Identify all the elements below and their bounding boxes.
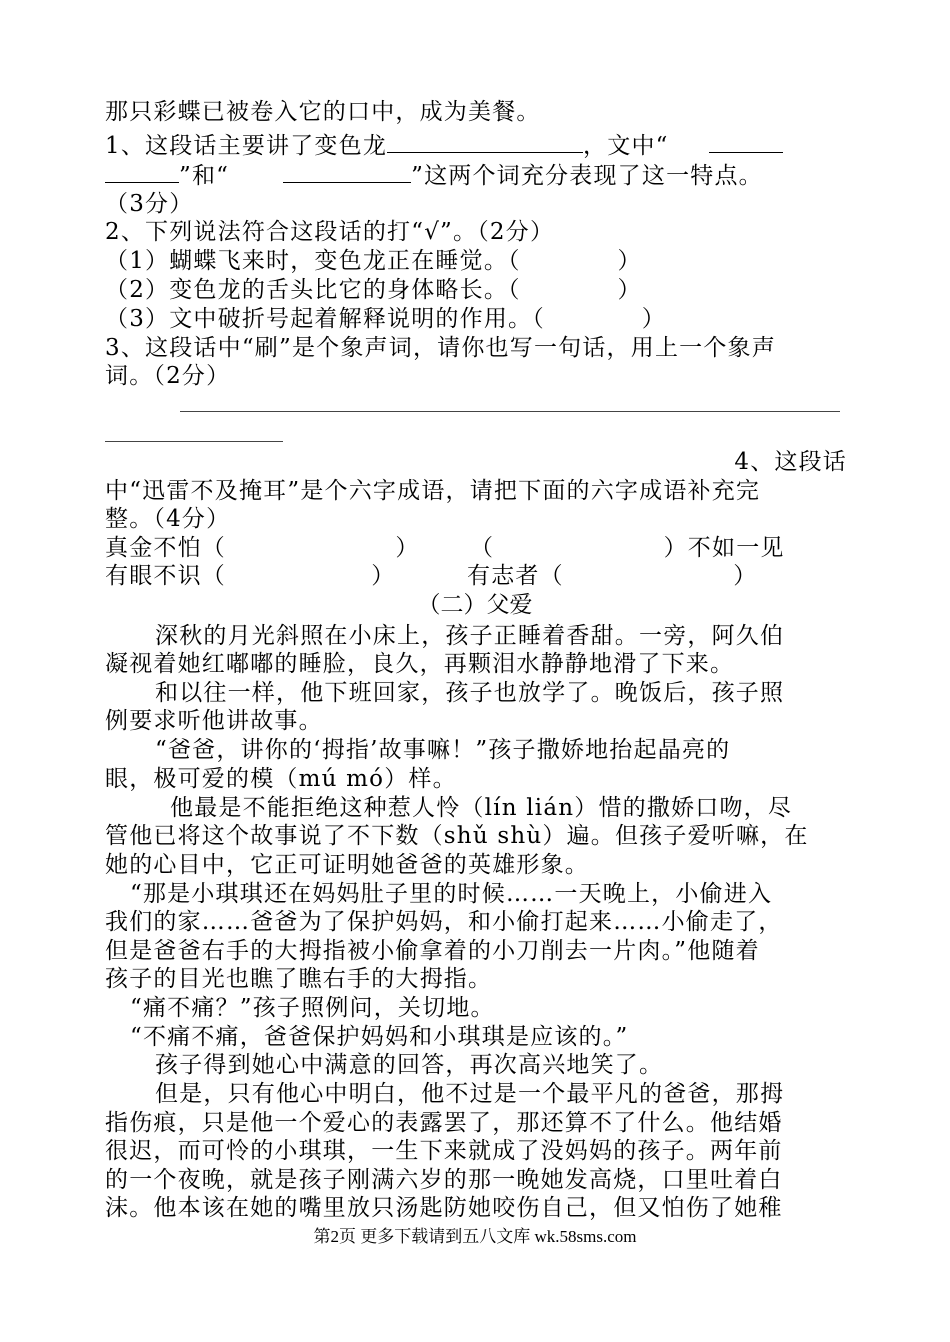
- paragraph-line: “那是小琪琪还在妈妈肚子里的时候……一天晚上，小偷进入: [130, 881, 773, 907]
- paragraph-line: 孩子的目光也瞧了瞧右手的大拇指。: [105, 966, 493, 992]
- question-3: 3、这段话中“刷”是个象声词，请你也写一句话，用上一个象声: [105, 335, 776, 361]
- idiom-blank[interactable]: 有志者（ ）: [467, 563, 758, 589]
- answer-line[interactable]: [105, 441, 283, 442]
- text-line: （3分）: [105, 191, 194, 217]
- question-4: 整。（4分）: [105, 506, 231, 532]
- option-1: （1）蝴蝶飞来时，变色龙正在睡觉。（ ）: [105, 248, 642, 274]
- paragraph-line: 但是，只有他心中明白，他不过是一个最平凡的爸爸，那拇: [155, 1081, 785, 1107]
- paragraph-line: 的一个夜晚，就是孩子刚满六岁的那一晚她发高烧，口里吐着白: [105, 1167, 783, 1193]
- question-4: 4、这段话: [734, 449, 847, 475]
- question-4: 中“迅雷不及掩耳”是个六字成语，请把下面的六字成语补充完: [105, 478, 761, 504]
- paragraph-line: 和以往一样，他下班回家，孩子也放学了。晚饭后，孩子照: [155, 680, 785, 706]
- question-1-line: [105, 162, 847, 190]
- paragraph-line: 沫。他本该在她的嘴里放只汤匙防她咬伤自己，但又怕伤了她稚: [105, 1195, 783, 1221]
- idiom-blank[interactable]: 有眼不识（ ）: [105, 563, 396, 589]
- answer-blank[interactable]: [387, 132, 583, 153]
- paragraph-line: 深秋的月光斜照在小床上，孩子正睡着香甜。一旁，阿久伯: [155, 623, 785, 649]
- paragraph-line: 很迟，而可怜的小琪琪，一生下来就成了没妈妈的孩子。两年前: [105, 1138, 783, 1164]
- text-line: 那只彩蝶已被卷入它的口中，成为美餐。: [105, 99, 541, 125]
- question-1-text: ”和“: [179, 163, 230, 189]
- paragraph-line: 例要求听他讲故事。: [105, 708, 323, 734]
- answer-blank[interactable]: [709, 132, 783, 153]
- idiom-blank[interactable]: 真金不怕（ ）: [105, 535, 420, 561]
- section-title: （二）父爱: [417, 592, 533, 618]
- question-1-text: ”这两个词充分表现了这一特点。: [411, 163, 763, 189]
- question-1-text: ，文中“: [583, 133, 669, 159]
- paragraph-line: 凝视着她红嘟嘟的睡脸，良久，再颗泪水静静地滑了下来。: [105, 651, 735, 677]
- idiom-blank[interactable]: （ ）不如一见: [470, 535, 785, 561]
- paragraph-line: 我们的家……爸爸为了保护妈妈，和小偷打起来……小偷走了，: [105, 909, 783, 935]
- option-2: （2）变色龙的舌头比它的身体略长。（ ）: [105, 277, 642, 303]
- paragraph-line: 他最是不能拒绝这种惹人怜（lín lián）惜的撒娇口吻，尽: [170, 795, 793, 821]
- paragraph-line: “痛不痛？”孩子照例问，关切地。: [130, 995, 495, 1021]
- paragraph-line: 孩子得到她心中满意的回答，再次高兴地笑了。: [155, 1052, 664, 1078]
- question-1-text: 1、这段话主要讲了变色龙: [105, 133, 388, 159]
- question-2: 2、下列说法符合这段话的打“√”。（2分）: [105, 219, 555, 245]
- paragraph-line: 但是爸爸右手的大拇指被小偷拿着的小刀削去一片肉。”他随着: [105, 938, 760, 964]
- question-3: 词。（2分）: [105, 363, 231, 389]
- paragraph-line: “不痛不痛，爸爸保护妈妈和小琪琪是应该的。”: [130, 1024, 629, 1050]
- paragraph-line: “爸爸，讲你的‘拇指’故事嘛！”孩子撒娇地抬起晶亮的: [155, 737, 731, 763]
- answer-line[interactable]: [180, 411, 840, 412]
- paragraph-line: 管他已将这个故事说了不下数（shǔ shù）遍。但孩子爱听嘛，在: [105, 823, 809, 849]
- paragraph-line: 指伤痕，只是他一个爱心的表露罢了，那还算不了什么。他结婚: [105, 1110, 783, 1136]
- paragraph-line: 眼，极可爱的模（mú mó）样。: [105, 766, 457, 792]
- answer-blank[interactable]: [105, 162, 179, 183]
- page-footer: 第2页 更多下载请到五八文库 wk.58sms.com: [313, 1227, 637, 1246]
- paragraph-line: 她的心目中，它正可证明她爸爸的英雄形象。: [105, 852, 589, 878]
- question-1-line: [105, 132, 847, 160]
- answer-blank[interactable]: [283, 162, 411, 183]
- option-3: （3）文中破折号起着解释说明的作用。（ ）: [105, 306, 666, 332]
